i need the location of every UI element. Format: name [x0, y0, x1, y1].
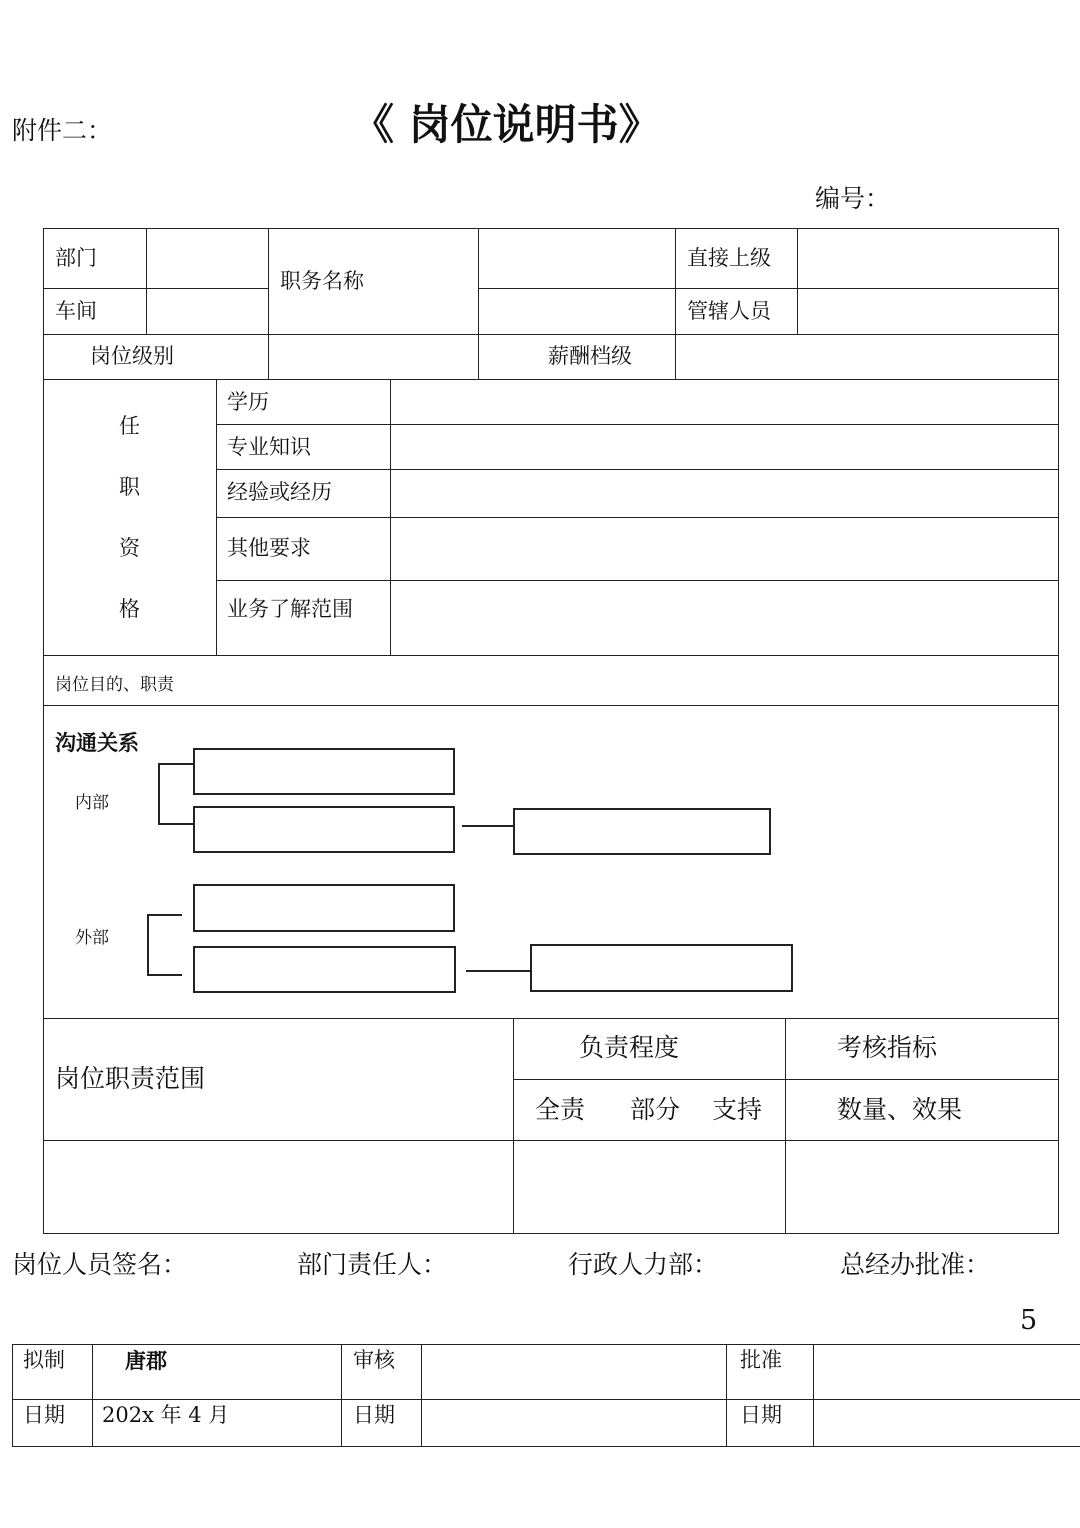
staff-signature-label: 岗位人员签名： [12, 1250, 188, 1279]
department-value[interactable] [148, 230, 267, 287]
business-scope-value[interactable] [392, 582, 1058, 654]
knowledge-label: 专业知识 [227, 435, 311, 459]
support-label: 支持 [712, 1095, 763, 1124]
external-contact-box-1[interactable] [193, 884, 455, 932]
job-level-label: 岗位级别 [90, 344, 174, 368]
purpose-label: 岗位目的、职责 [55, 675, 174, 695]
direct-superior-value[interactable] [799, 230, 1057, 287]
other-requirements-value[interactable] [392, 519, 1058, 579]
external-contact-box-2[interactable] [193, 946, 456, 993]
drafter-name: 唐郡 [125, 1348, 167, 1373]
qualification-char-1: 任 [119, 414, 140, 438]
scope-index-value[interactable] [787, 1142, 1058, 1233]
external-label: 外部 [75, 928, 109, 948]
assessment-index-header: 考核指标 [837, 1033, 938, 1062]
salary-grade-label: 薪酬档级 [548, 344, 632, 368]
qualification-char-3: 资 [119, 536, 140, 560]
approve-date-label: 日期 [740, 1403, 782, 1427]
gm-approval-label: 总经办批准： [840, 1250, 991, 1279]
knowledge-value[interactable] [392, 426, 1058, 468]
full-responsibility-label: 全责 [535, 1095, 586, 1124]
workshop-label: 车间 [55, 299, 97, 323]
approve-date-value[interactable] [815, 1401, 1080, 1445]
approve-label: 批准 [740, 1348, 782, 1372]
quantity-effect-label: 数量、效果 [837, 1095, 963, 1124]
education-label: 学历 [227, 390, 269, 414]
external-target-box[interactable] [530, 944, 793, 992]
draft-date-value: 202x 年 4 月 [102, 1403, 230, 1427]
approver-value[interactable] [815, 1346, 1080, 1398]
review-label: 审核 [353, 1348, 395, 1372]
review-date-label: 日期 [353, 1403, 395, 1427]
draft-date-label: 日期 [23, 1403, 65, 1427]
review-date-value[interactable] [423, 1401, 725, 1445]
managed-staff-label: 管辖人员 [687, 299, 771, 323]
direct-superior-label: 直接上级 [687, 246, 771, 270]
job-title-value[interactable] [480, 230, 674, 333]
qualification-char-2: 职 [119, 475, 140, 499]
attachment-label: 附件二： [12, 116, 113, 145]
job-title-label: 职务名称 [280, 269, 364, 293]
experience-label: 经验或经历 [227, 480, 332, 504]
purpose-value[interactable] [230, 657, 1058, 704]
reviewer-value[interactable] [423, 1346, 725, 1398]
dept-head-signature-label: 部门责任人： [297, 1250, 448, 1279]
education-value[interactable] [392, 381, 1058, 423]
qualification-char-4: 格 [119, 597, 140, 621]
communication-title: 沟通关系 [55, 730, 139, 755]
draft-label: 拟制 [23, 1348, 65, 1372]
internal-contact-box-1[interactable] [193, 748, 455, 795]
page-number: 5 [1020, 1305, 1038, 1336]
hr-signature-label: 行政人力部： [568, 1250, 719, 1279]
scope-level-value[interactable] [515, 1142, 784, 1233]
scope-duty-value[interactable] [45, 1142, 512, 1233]
salary-grade-value[interactable] [677, 336, 1058, 378]
experience-value[interactable] [392, 471, 1058, 516]
managed-staff-value[interactable] [799, 290, 1057, 333]
department-label: 部门 [55, 246, 97, 270]
business-scope-label: 业务了解范围 [227, 597, 353, 621]
responsibility-level-header: 负责程度 [579, 1033, 680, 1062]
job-level-value[interactable] [270, 336, 477, 378]
workshop-value[interactable] [148, 290, 267, 333]
partial-responsibility-label: 部分 [630, 1095, 681, 1124]
other-requirements-label: 其他要求 [227, 536, 311, 560]
number-label: 编号： [815, 184, 891, 213]
internal-label: 内部 [75, 793, 109, 813]
page-title: 《 岗位说明书》 [352, 100, 661, 149]
internal-contact-box-2[interactable] [193, 806, 455, 853]
scope-label: 岗位职责范围 [55, 1064, 206, 1093]
internal-target-box[interactable] [513, 808, 771, 855]
